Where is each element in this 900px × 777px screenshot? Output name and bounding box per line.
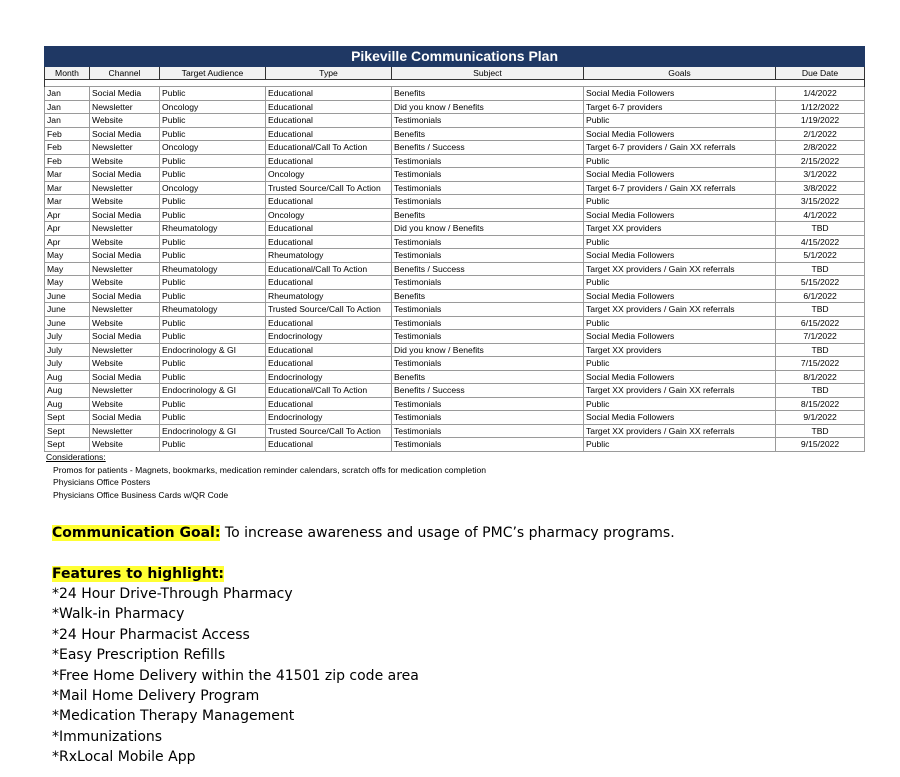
cell-channel: Newsletter bbox=[90, 222, 160, 236]
cell-month: May bbox=[45, 276, 90, 290]
cell-subject: Testimonials bbox=[392, 276, 584, 290]
cell-month: Aug bbox=[45, 384, 90, 398]
table-body bbox=[45, 87, 865, 452]
cell-type: Educational bbox=[266, 438, 392, 452]
cell-channel: Social Media bbox=[90, 411, 160, 425]
cell-month: May bbox=[45, 262, 90, 276]
cell-channel: Newsletter bbox=[90, 343, 160, 357]
cell-goals: Social Media Followers bbox=[584, 411, 776, 425]
cell-due-date: 8/15/2022 bbox=[776, 397, 865, 411]
cell-channel: Newsletter bbox=[90, 100, 160, 114]
cell-subject: Did you know / Benefits bbox=[392, 100, 584, 114]
cell-type: Educational bbox=[266, 235, 392, 249]
cell-goals: Social Media Followers bbox=[584, 168, 776, 182]
cell-subject: Testimonials bbox=[392, 168, 584, 182]
cell-target-audience: Endocrinology & GI bbox=[160, 424, 266, 438]
cell-subject: Testimonials bbox=[392, 114, 584, 128]
cell-month: Apr bbox=[45, 235, 90, 249]
cell-due-date: TBD bbox=[776, 222, 865, 236]
cell-goals: Social Media Followers bbox=[584, 330, 776, 344]
cell-due-date: 1/19/2022 bbox=[776, 114, 865, 128]
cell-goals: Public bbox=[584, 357, 776, 371]
cell-type: Rheumatology bbox=[266, 249, 392, 263]
cell-type: Educational bbox=[266, 357, 392, 371]
cell-goals: Target 6-7 providers / Gain XX referrals bbox=[584, 181, 776, 195]
cell-month: July bbox=[45, 343, 90, 357]
table-row bbox=[45, 262, 865, 276]
cell-due-date: 7/1/2022 bbox=[776, 330, 865, 344]
cell-type: Endocrinology bbox=[266, 370, 392, 384]
cell-target-audience: Public bbox=[160, 438, 266, 452]
cell-month: Sept bbox=[45, 438, 90, 452]
cell-type: Rheumatology bbox=[266, 289, 392, 303]
cell-goals: Social Media Followers bbox=[584, 249, 776, 263]
cell-target-audience: Public bbox=[160, 316, 266, 330]
cell-due-date: TBD bbox=[776, 262, 865, 276]
cell-channel: Social Media bbox=[90, 330, 160, 344]
cell-channel: Newsletter bbox=[90, 303, 160, 317]
considerations-title: Considerations: bbox=[46, 452, 106, 462]
cell-month: Mar bbox=[45, 181, 90, 195]
cell-channel: Social Media bbox=[90, 370, 160, 384]
cell-subject: Testimonials bbox=[392, 195, 584, 209]
cell-target-audience: Public bbox=[160, 87, 266, 101]
communication-goal-label: Communication Goal: bbox=[52, 525, 221, 541]
cell-due-date: 1/4/2022 bbox=[776, 87, 865, 101]
cell-type: Educational bbox=[266, 316, 392, 330]
cell-channel: Newsletter bbox=[90, 181, 160, 195]
feature-item: *24 Hour Pharmacist Access bbox=[52, 626, 250, 643]
cell-month: May bbox=[45, 249, 90, 263]
feature-item: *RxLocal Mobile App bbox=[52, 749, 196, 766]
cell-due-date: 3/15/2022 bbox=[776, 195, 865, 209]
features-title: Features to highlight: bbox=[52, 566, 225, 582]
cell-month: Feb bbox=[45, 154, 90, 168]
consideration-item: Physicians Office Business Cards w/QR Code bbox=[53, 489, 229, 500]
cell-due-date: 5/1/2022 bbox=[776, 249, 865, 263]
table-row bbox=[45, 276, 865, 290]
cell-channel: Newsletter bbox=[90, 141, 160, 155]
cell-month: Mar bbox=[45, 168, 90, 182]
cell-type: Endocrinology bbox=[266, 330, 392, 344]
cell-target-audience: Public bbox=[160, 208, 266, 222]
cell-due-date: TBD bbox=[776, 424, 865, 438]
feature-item: *Immunizations bbox=[52, 728, 163, 745]
cell-type: Trusted Source/Call To Action bbox=[266, 424, 392, 438]
cell-subject: Testimonials bbox=[392, 411, 584, 425]
cell-month: July bbox=[45, 357, 90, 371]
cell-month: Jan bbox=[45, 87, 90, 101]
column-header-channel: Channel bbox=[90, 67, 160, 80]
considerations-section bbox=[46, 451, 486, 501]
table-row bbox=[45, 222, 865, 236]
cell-channel: Social Media bbox=[90, 168, 160, 182]
cell-channel: Website bbox=[90, 438, 160, 452]
cell-due-date: 3/1/2022 bbox=[776, 168, 865, 182]
cell-target-audience: Public bbox=[160, 249, 266, 263]
cell-subject: Benefits / Success bbox=[392, 262, 584, 276]
cell-channel: Website bbox=[90, 316, 160, 330]
cell-target-audience: Public bbox=[160, 357, 266, 371]
cell-type: Educational bbox=[266, 100, 392, 114]
table-row bbox=[45, 181, 865, 195]
table-row bbox=[45, 384, 865, 398]
cell-target-audience: Public bbox=[160, 235, 266, 249]
column-header-goals: Goals bbox=[584, 67, 776, 80]
table-row bbox=[45, 114, 865, 128]
cell-due-date: 3/8/2022 bbox=[776, 181, 865, 195]
cell-channel: Website bbox=[90, 235, 160, 249]
cell-month: Sept bbox=[45, 411, 90, 425]
cell-target-audience: Oncology bbox=[160, 181, 266, 195]
cell-subject: Testimonials bbox=[392, 330, 584, 344]
cell-due-date: 5/15/2022 bbox=[776, 276, 865, 290]
table-row bbox=[45, 303, 865, 317]
cell-type: Trusted Source/Call To Action bbox=[266, 181, 392, 195]
table-row bbox=[45, 154, 865, 168]
cell-type: Educational bbox=[266, 222, 392, 236]
cell-due-date: 9/15/2022 bbox=[776, 438, 865, 452]
cell-target-audience: Public bbox=[160, 397, 266, 411]
cell-channel: Website bbox=[90, 397, 160, 411]
table-row bbox=[45, 316, 865, 330]
table-row bbox=[45, 370, 865, 384]
cell-goals: Public bbox=[584, 195, 776, 209]
cell-goals: Public bbox=[584, 438, 776, 452]
cell-subject: Benefits / Success bbox=[392, 384, 584, 398]
table-row bbox=[45, 208, 865, 222]
cell-channel: Newsletter bbox=[90, 384, 160, 398]
feature-item: *Easy Prescription Refills bbox=[52, 647, 226, 664]
cell-goals: Social Media Followers bbox=[584, 127, 776, 141]
cell-subject: Did you know / Benefits bbox=[392, 343, 584, 357]
consideration-item: Promos for patients - Magnets, bookmarks, medication reminder calendars, scratch offs for medication completion bbox=[53, 464, 487, 475]
communications-plan-table bbox=[44, 46, 865, 452]
table-row bbox=[45, 168, 865, 182]
cell-goals: Public bbox=[584, 316, 776, 330]
cell-subject: Testimonials bbox=[392, 249, 584, 263]
cell-target-audience: Public bbox=[160, 289, 266, 303]
table-row bbox=[45, 100, 865, 114]
cell-goals: Public bbox=[584, 276, 776, 290]
cell-subject: Testimonials bbox=[392, 181, 584, 195]
cell-channel: Social Media bbox=[90, 87, 160, 101]
communication-goal bbox=[52, 523, 675, 543]
cell-subject: Benefits bbox=[392, 289, 584, 303]
cell-target-audience: Public bbox=[160, 154, 266, 168]
feature-item: *Walk-in Pharmacy bbox=[52, 606, 185, 623]
cell-month: Sept bbox=[45, 424, 90, 438]
cell-goals: Target XX providers / Gain XX referrals bbox=[584, 303, 776, 317]
cell-goals: Social Media Followers bbox=[584, 87, 776, 101]
cell-channel: Social Media bbox=[90, 208, 160, 222]
cell-type: Educational bbox=[266, 397, 392, 411]
cell-goals: Target 6-7 providers / Gain XX referrals bbox=[584, 141, 776, 155]
cell-target-audience: Public bbox=[160, 114, 266, 128]
cell-channel: Social Media bbox=[90, 289, 160, 303]
cell-goals: Social Media Followers bbox=[584, 208, 776, 222]
cell-subject: Testimonials bbox=[392, 154, 584, 168]
cell-goals: Public bbox=[584, 154, 776, 168]
cell-target-audience: Rheumatology bbox=[160, 262, 266, 276]
cell-target-audience: Oncology bbox=[160, 100, 266, 114]
cell-due-date: 2/8/2022 bbox=[776, 141, 865, 155]
column-header-due-date: Due Date bbox=[776, 67, 865, 80]
cell-due-date: 4/1/2022 bbox=[776, 208, 865, 222]
cell-subject: Testimonials bbox=[392, 438, 584, 452]
cell-type: Trusted Source/Call To Action bbox=[266, 303, 392, 317]
cell-channel: Newsletter bbox=[90, 424, 160, 438]
table-row bbox=[45, 343, 865, 357]
cell-due-date: 2/15/2022 bbox=[776, 154, 865, 168]
consideration-item: Physicians Office Posters bbox=[53, 477, 151, 487]
table-row bbox=[45, 357, 865, 371]
table-row bbox=[45, 438, 865, 452]
cell-type: Educational bbox=[266, 154, 392, 168]
table-row bbox=[45, 330, 865, 344]
cell-due-date: 4/15/2022 bbox=[776, 235, 865, 249]
header-spacer bbox=[45, 80, 865, 87]
cell-due-date: 7/15/2022 bbox=[776, 357, 865, 371]
cell-type: Endocrinology bbox=[266, 411, 392, 425]
cell-goals: Target XX providers bbox=[584, 343, 776, 357]
table-row bbox=[45, 397, 865, 411]
cell-type: Educational/Call To Action bbox=[266, 141, 392, 155]
table-row bbox=[45, 424, 865, 438]
cell-subject: Did you know / Benefits bbox=[392, 222, 584, 236]
cell-subject: Benefits bbox=[392, 127, 584, 141]
cell-month: July bbox=[45, 330, 90, 344]
cell-due-date: 8/1/2022 bbox=[776, 370, 865, 384]
cell-goals: Public bbox=[584, 114, 776, 128]
cell-subject: Testimonials bbox=[392, 357, 584, 371]
cell-channel: Website bbox=[90, 357, 160, 371]
cell-due-date: TBD bbox=[776, 343, 865, 357]
cell-target-audience: Oncology bbox=[160, 141, 266, 155]
cell-channel: Website bbox=[90, 276, 160, 290]
cell-month: Aug bbox=[45, 370, 90, 384]
table-row bbox=[45, 195, 865, 209]
cell-goals: Target 6-7 providers bbox=[584, 100, 776, 114]
cell-subject: Testimonials bbox=[392, 424, 584, 438]
cell-type: Educational bbox=[266, 87, 392, 101]
table-title: Pikeville Communications Plan bbox=[45, 47, 865, 67]
cell-goals: Social Media Followers bbox=[584, 289, 776, 303]
cell-due-date: 9/1/2022 bbox=[776, 411, 865, 425]
cell-type: Educational/Call To Action bbox=[266, 384, 392, 398]
cell-target-audience: Public bbox=[160, 411, 266, 425]
features-section bbox=[52, 564, 419, 768]
cell-month: Apr bbox=[45, 222, 90, 236]
cell-month: Jan bbox=[45, 100, 90, 114]
table-row bbox=[45, 235, 865, 249]
cell-target-audience: Public bbox=[160, 195, 266, 209]
cell-type: Educational bbox=[266, 114, 392, 128]
cell-type: Educational bbox=[266, 195, 392, 209]
feature-item: *Mail Home Delivery Program bbox=[52, 688, 260, 705]
cell-type: Oncology bbox=[266, 208, 392, 222]
cell-goals: Target XX providers / Gain XX referrals bbox=[584, 384, 776, 398]
cell-due-date: 1/12/2022 bbox=[776, 100, 865, 114]
cell-type: Educational/Call To Action bbox=[266, 262, 392, 276]
cell-goals: Target XX providers bbox=[584, 222, 776, 236]
table-header-row bbox=[45, 67, 865, 80]
cell-due-date: TBD bbox=[776, 303, 865, 317]
cell-target-audience: Endocrinology & GI bbox=[160, 384, 266, 398]
cell-channel: Social Media bbox=[90, 249, 160, 263]
table-row bbox=[45, 127, 865, 141]
cell-due-date: 6/1/2022 bbox=[776, 289, 865, 303]
feature-item: *24 Hour Drive-Through Pharmacy bbox=[52, 586, 293, 602]
table-row bbox=[45, 87, 865, 101]
cell-channel: Website bbox=[90, 114, 160, 128]
cell-due-date: 6/15/2022 bbox=[776, 316, 865, 330]
cell-goals: Social Media Followers bbox=[584, 370, 776, 384]
cell-month: June bbox=[45, 316, 90, 330]
cell-type: Educational bbox=[266, 276, 392, 290]
cell-subject: Testimonials bbox=[392, 316, 584, 330]
cell-month: June bbox=[45, 303, 90, 317]
cell-month: Apr bbox=[45, 208, 90, 222]
cell-goals: Public bbox=[584, 397, 776, 411]
cell-due-date: TBD bbox=[776, 384, 865, 398]
cell-due-date: 2/1/2022 bbox=[776, 127, 865, 141]
cell-target-audience: Public bbox=[160, 370, 266, 384]
cell-channel: Newsletter bbox=[90, 262, 160, 276]
cell-month: Feb bbox=[45, 127, 90, 141]
cell-subject: Benefits bbox=[392, 87, 584, 101]
feature-item: *Free Home Delivery within the 41501 zip code area bbox=[52, 667, 419, 684]
column-header-target-audience: Target Audience bbox=[160, 67, 266, 80]
column-header-subject: Subject bbox=[392, 67, 584, 80]
cell-subject: Testimonials bbox=[392, 303, 584, 317]
feature-item: *Medication Therapy Management bbox=[52, 708, 295, 725]
cell-month: Mar bbox=[45, 195, 90, 209]
cell-type: Oncology bbox=[266, 168, 392, 182]
cell-subject: Benefits / Success bbox=[392, 141, 584, 155]
cell-month: June bbox=[45, 289, 90, 303]
cell-goals: Target XX providers / Gain XX referrals bbox=[584, 424, 776, 438]
cell-target-audience: Rheumatology bbox=[160, 303, 266, 317]
cell-type: Educational bbox=[266, 343, 392, 357]
cell-channel: Social Media bbox=[90, 127, 160, 141]
table-row bbox=[45, 411, 865, 425]
table-row bbox=[45, 289, 865, 303]
table-row bbox=[45, 141, 865, 155]
cell-goals: Target XX providers / Gain XX referrals bbox=[584, 262, 776, 276]
cell-target-audience: Endocrinology & GI bbox=[160, 343, 266, 357]
cell-subject: Testimonials bbox=[392, 235, 584, 249]
cell-goals: Public bbox=[584, 235, 776, 249]
cell-type: Educational bbox=[266, 127, 392, 141]
column-header-type: Type bbox=[266, 67, 392, 80]
cell-subject: Testimonials bbox=[392, 397, 584, 411]
cell-month: Aug bbox=[45, 397, 90, 411]
communication-goal-text: To increase awareness and usage of PMC’s pharmacy programs. bbox=[220, 525, 675, 541]
cell-target-audience: Public bbox=[160, 127, 266, 141]
cell-month: Feb bbox=[45, 141, 90, 155]
table-row bbox=[45, 249, 865, 263]
cell-target-audience: Public bbox=[160, 276, 266, 290]
cell-target-audience: Rheumatology bbox=[160, 222, 266, 236]
cell-target-audience: Public bbox=[160, 168, 266, 182]
cell-channel: Website bbox=[90, 195, 160, 209]
column-header-month: Month bbox=[45, 67, 90, 80]
cell-month: Jan bbox=[45, 114, 90, 128]
cell-subject: Benefits bbox=[392, 370, 584, 384]
cell-target-audience: Public bbox=[160, 330, 266, 344]
cell-subject: Benefits bbox=[392, 208, 584, 222]
cell-channel: Website bbox=[90, 154, 160, 168]
